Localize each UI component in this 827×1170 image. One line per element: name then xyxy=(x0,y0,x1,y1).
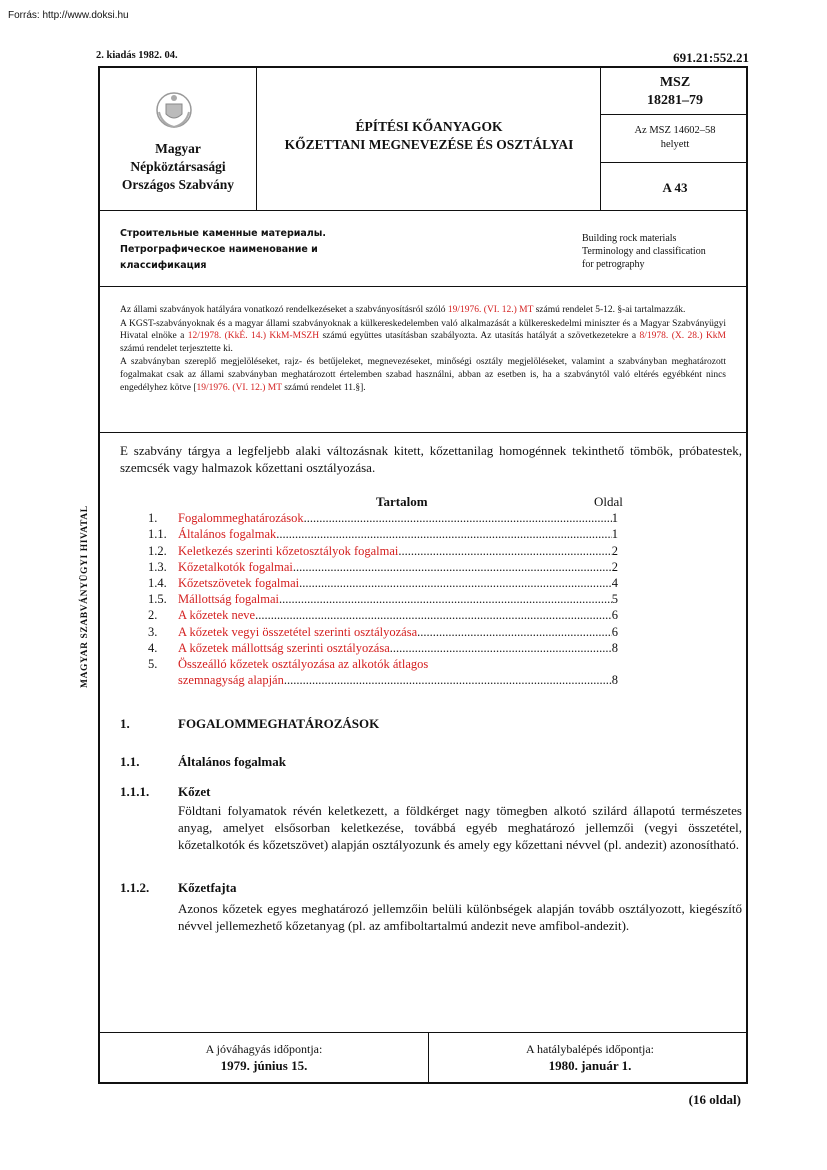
toc-leader xyxy=(390,641,612,656)
toc-page-number: 2 xyxy=(611,559,618,574)
section-1-1-number: 1.1. xyxy=(120,754,140,769)
decree-link[interactable]: 8/1978. (X. 28.) KkM xyxy=(639,331,727,342)
toc-link[interactable]: Mállottság fogalmai xyxy=(178,592,280,607)
toc-row[interactable] xyxy=(148,656,618,672)
group-code: A 43 xyxy=(662,180,688,195)
toc-page-number: 8 xyxy=(611,640,618,655)
toc-link[interactable]: A kőzetek neve xyxy=(178,608,256,623)
toc-page-number: 6 xyxy=(611,608,618,623)
toc-leader xyxy=(284,673,612,688)
toc-leader xyxy=(279,592,612,607)
section-1-1-1-number: 1.1.1. xyxy=(120,784,150,799)
toc-row[interactable] xyxy=(148,591,618,607)
section-1-number: 1. xyxy=(120,716,130,731)
toc-link[interactable]: Keletkezés szerinti kőzetosztályok fogalmai xyxy=(178,543,399,558)
toc-row[interactable] xyxy=(148,607,618,623)
russian-title: Строительные каменные материалы. Петрографическое наименование и классификация xyxy=(120,228,326,271)
section-1-1-1-title: Kőzet xyxy=(178,784,211,799)
toc-link[interactable]: A kőzetek mállottság szerinti osztályozása xyxy=(178,640,390,655)
toc-number: 1.3. xyxy=(148,559,167,574)
decree-link[interactable]: 12/1978. (KkÉ. 14.) KkM-MSZH xyxy=(187,331,320,342)
source-url: Forrás: http://www.doksi.hu xyxy=(8,10,129,21)
toc-number: 1.2. xyxy=(148,543,167,558)
toc-row[interactable] xyxy=(148,623,618,639)
toc-page-number: 1 xyxy=(611,511,618,526)
toc-number: 1.1. xyxy=(148,527,167,542)
toc-number: 1.4. xyxy=(148,575,167,590)
section-1-1-2-number: 1.1.2. xyxy=(120,880,150,895)
toc-page-heading: Oldal xyxy=(594,494,623,509)
coat-of-arms-icon xyxy=(154,90,194,130)
toc-page-number: 1 xyxy=(611,527,618,542)
section-1-1-2-text: Azonos kőzetek egyes meghatározó jellemzőin belüli különbségek alapján tovább osztályozott, kiegészítő névvel jellemezhető kőzetanyag (pl. az amfiboltartalmú andezit neve amfibol-andezit). xyxy=(178,901,742,933)
approval-date: 1979. június 15. xyxy=(220,1058,308,1073)
decree-link[interactable]: 19/1976. (VI. 12.) MT xyxy=(196,382,282,393)
section-1-1-2-title: Kőzetfajta xyxy=(178,880,237,895)
toc-link[interactable]: szemnagyság alapján xyxy=(178,673,284,688)
effective-label: A hatálybalépés időpontja: xyxy=(526,1042,654,1056)
approval-label: A jóváhagyás időpontja: xyxy=(205,1042,323,1056)
toc-number: 2. xyxy=(148,608,158,623)
toc-link[interactable]: Fogalommeghatározások xyxy=(178,511,304,526)
toc-row[interactable] xyxy=(148,559,618,575)
sidebar-issuer: MAGYAR SZABVÁNYÜGYI HIVATAL xyxy=(80,505,90,688)
toc-page-number: 8 xyxy=(611,673,618,688)
legal-notice xyxy=(120,304,726,395)
section-1-title: FOGALOMMEGHATÁROZÁSOK xyxy=(178,716,380,731)
toc-leader xyxy=(293,560,612,575)
issuing-organization: Magyar Népköztársasági Országos Szabvány xyxy=(121,141,235,192)
decree-link[interactable]: 19/1976. (VI. 12.) MT xyxy=(447,305,534,315)
standard-frame xyxy=(98,66,748,1084)
replaces-note: Az MSZ 14602–58 helyett xyxy=(634,125,716,150)
standard-number: MSZ 18281–79 xyxy=(647,75,703,108)
toc-row[interactable] xyxy=(148,672,618,688)
table-of-contents xyxy=(148,510,618,688)
toc-leader xyxy=(255,608,612,623)
toc-link[interactable]: Általános fogalmak xyxy=(178,527,277,542)
effective-date: 1980. január 1. xyxy=(548,1058,632,1073)
toc-number: 1. xyxy=(148,511,158,526)
legal-paragraph: A KGST-szabványoknak és a magyar állami szabványoknak a külkereskedelemben való alkalmazását a külkereskedelmi miniszter és a Magyar Szabványügyi Hivatal elnöke a 12/1978. (KkÉ. 14.) KkM-MSZH számú együttes utasításban szabályozta. Az utasítás hatályát a szövetkezetekre a 8/1978. (X. 28.) KkM számú rendelet terjesztette ki. xyxy=(120,318,727,354)
toc-leader xyxy=(276,527,612,542)
toc-row[interactable] xyxy=(148,526,618,542)
toc-leader xyxy=(417,625,612,640)
document-title: ÉPÍTÉSI KŐANYAGOK KŐZETTANI MEGNEVEZÉSE ÉS OSZTÁLYAI xyxy=(284,119,574,152)
toc-page-number: 6 xyxy=(611,624,618,639)
edition-label: 2. kiadás 1982. 04. xyxy=(96,50,178,61)
toc-row[interactable] xyxy=(148,510,618,526)
toc-number: 3. xyxy=(148,624,158,639)
udc-code: 691.21:552.21 xyxy=(673,50,749,65)
section-1-1-1-text: Földtani folyamatok révén keletkezett, a földkérget nagy tömegben alkotó szilárd állapotú természetes anyag, amelyet elsősorban keletkezése, továbbá egyéb meghatározó jellemzői (vegyi összetétel, kőzetalkotók és kőzetszövet) alapján osztályozunk és amely egy kőzettani névvel (pl. andezit) azonosítható. xyxy=(178,803,742,852)
toc-row[interactable] xyxy=(148,542,618,558)
toc-number: 5. xyxy=(148,656,158,671)
toc-link[interactable]: A kőzetek vegyi összetétel szerinti osztályozása xyxy=(178,624,418,639)
toc-heading: Tartalom xyxy=(376,494,428,509)
toc-number: 4. xyxy=(148,640,158,655)
toc-link[interactable]: Kőzetszövetek fogalmai xyxy=(178,575,300,590)
toc-page-number: 5 xyxy=(611,592,618,607)
page-count: (16 oldal) xyxy=(688,1092,741,1107)
legal-paragraph: A szabványban szereplő megjelöléseket, rajz- és betűjeleket, megnevezéseket, minőségi osztály megjelöléseket, valamint a szabványban meghatározott fogalmakat csak az állami szabványban meghatározott értelemben szabad használni, abban az esetben is, ha a szabványtól való eltérés egyébként nincs engedélyhez kötve [19/1976. (VI. 12.) MT számú rendelet 11.§]. xyxy=(120,357,726,393)
english-title: Building rock materials Terminology and classification for petrography xyxy=(582,233,706,270)
legal-paragraph: Az állami szabványok hatályára vonatkozó rendelkezéseket a szabványosításról szóló 19/1976. (VI. 12.) MT számú rendelet 5-12. §-ai tartalmazzák. xyxy=(120,305,686,315)
toc-number: 1.5. xyxy=(148,592,167,607)
toc-leader xyxy=(299,576,612,591)
scope-paragraph: E szabvány tárgya a legfeljebb alaki változásnak kitett, kőzettanilag homogénnek tekinthető tömbök, próbatestek, szemcsék vagy halmazok kőzettani osztályozása. xyxy=(120,443,742,475)
toc-leader xyxy=(398,544,611,559)
toc-link[interactable]: Kőzetalkotók fogalmai xyxy=(178,559,293,574)
toc-row[interactable] xyxy=(148,575,618,591)
toc-leader xyxy=(304,511,612,526)
toc-link[interactable]: Összeálló kőzetek osztályozása az alkotók átlagos xyxy=(178,656,429,671)
section-1-1-title: Általános fogalmak xyxy=(178,754,286,769)
toc-page-number: 4 xyxy=(611,575,618,590)
toc-row[interactable] xyxy=(148,640,618,656)
toc-page-number: 2 xyxy=(611,543,618,558)
